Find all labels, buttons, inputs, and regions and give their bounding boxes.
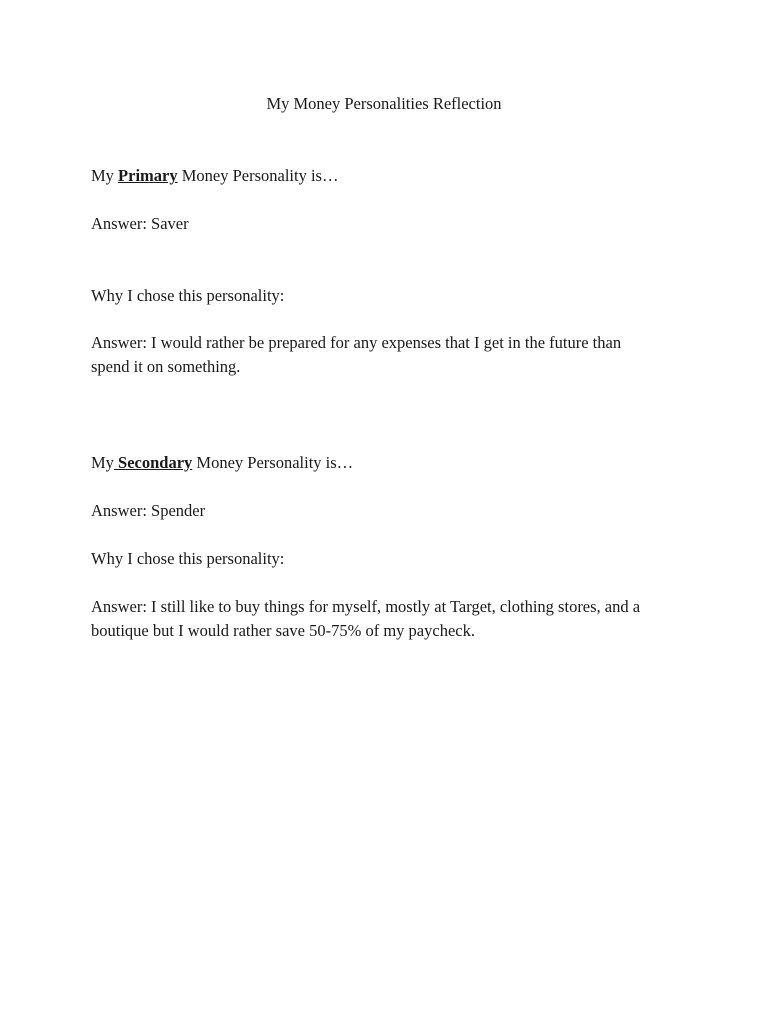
secondary-emphasis: Secondary bbox=[113, 453, 193, 472]
primary-why-answer-line2: spend it on something. bbox=[91, 357, 241, 376]
primary-why-answer-line1: Answer: I would rather be prepared for any expenses that I get in the future than bbox=[91, 333, 622, 352]
primary-answer: Answer: Saver bbox=[91, 214, 189, 233]
secondary-why-answer-line2: boutique but I would rather save 50-75% of my paycheck. bbox=[91, 621, 475, 640]
primary-suffix: Money Personality is… bbox=[177, 166, 339, 185]
page-title: My Money Personalities Reflection bbox=[266, 94, 502, 113]
secondary-suffix: Money Personality is… bbox=[192, 453, 354, 472]
primary-personality-heading bbox=[91, 164, 691, 188]
secondary-why-label: Why I chose this personality: bbox=[91, 549, 285, 568]
secondary-personality-heading bbox=[91, 451, 691, 475]
secondary-prefix: My bbox=[91, 453, 114, 472]
secondary-answer: Answer: Spender bbox=[91, 501, 206, 520]
primary-why-label: Why I chose this personality: bbox=[91, 286, 285, 305]
primary-emphasis: Primary bbox=[118, 166, 178, 185]
primary-prefix: My bbox=[91, 166, 119, 185]
secondary-why-answer-line1: Answer: I still like to buy things for myself, mostly at Target, clothing stores, and a bbox=[91, 597, 641, 616]
